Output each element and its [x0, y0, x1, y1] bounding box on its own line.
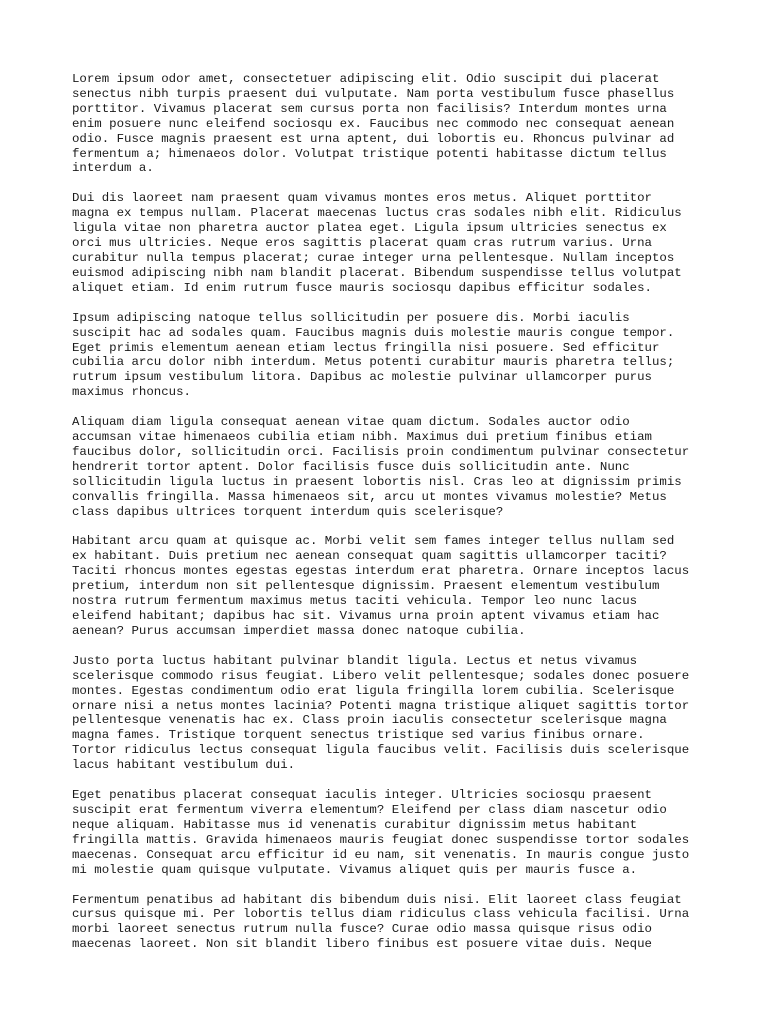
paragraph-7: Eget penatibus placerat consequat iaculis integer. Ultricies sociosqu praesent suscipit erat fermentum viverra elementum? Eleifend per class diam nascetur odio neque aliquam. Habitasse mus id venenatis curabitur dignissim metus habitant fringilla mattis. Gravida himenaeos mauris feugiat donec suspendisse tortor sodales maecenas. Consequat arcu efficitur id eu nam, sit venenatis. In mauris congue justo mi molestie quam quisque vulputate. Vivamus aliquet quis per mauris fusce a. [72, 788, 690, 877]
document-page [72, 72, 698, 967]
paragraph-3: Ipsum adipiscing natoque tellus sollicitudin per posuere dis. Morbi iaculis suscipit hac ad sodales quam. Faucibus magnis duis molestie mauris congue tempor. Eget primis elementum aenean etiam lectus fringilla nisi posuere. Sed efficitur cubilia arcu dolor nibh interdum. Metus potenti curabitur mauris pharetra tellus; rutrum ipsum vestibulum litora. Dapibus ac molestie pulvinar ullamcorper purus maximus rhoncus. [72, 310, 675, 400]
paragraph-1: Lorem ipsum odor amet, consectetuer adipiscing elit. Odio suscipit dui placerat senectus nibh turpis praesent dui vulputate. Nam porta vestibulum fusce phasellus porttitor. Vivamus placerat sem cursus porta non facilisis? Interdum montes urna enim posuere nunc eleifend sociosqu ex. Faucibus nec commodo nec consequat aenean odio. Fusce magnis praesent est urna aptent, dui lobortis eu. Rhoncus pulvinar ad fermentum a; himenaeos dolor. Volutpat tristique potenti habitasse dictum tellus interdum a. [72, 72, 675, 176]
paragraph-8: Fermentum penatibus ad habitant dis bibendum duis nisi. Elit laoreet class feugiat cursus quisque mi. Per lobortis tellus diam ridiculus class vehicula facilisi. Urna morbi laoreet senectus rutrum nulla fusce? Curae odio massa quisque risus odio maecenas laoreet. Non sit blandit libero finibus est posuere vitae duis. Neque [72, 892, 690, 952]
paragraph-5: Habitant arcu quam at quisque ac. Morbi velit sem fames integer tellus nullam sed ex habitant. Duis pretium nec aenean consequat quam sagittis ullamcorper taciti? Taciti rhoncus montes egestas egestas interdum erat pharetra. Ornare inceptos lacus pretium, interdum non sit pellentesque dignissim. Praesent elementum vestibulum nostra rutrum fermentum maximus metus taciti vehicula. Tempor leo nunc lacus eleifend habitant; dapibus hac sit. Vivamus urna proin aptent vivamus etiam hac aenean? Purus accumsan imperdiet massa donec natoque cubilia. [72, 534, 690, 638]
paragraph-4: Aliquam diam ligula consequat aenean vitae quam dictum. Sodales auctor odio accumsan vitae himenaeos cubilia etiam nibh. Maximus dui pretium finibus etiam faucibus dolor, sollicitudin orci. Facilisis proin condimentum pulvinar consectetur hendrerit tortor aptent. Dolor facilisis fusce duis sollicitudin ante. Nunc sollicitudin ligula luctus in praesent lobortis nisl. Cras leo at dignissim primis convallis fringilla. Massa himenaeos sit, arcu ut montes vivamus molestie? Metus class dapibus ultrices torquent interdum quis scelerisque? [72, 415, 690, 519]
paragraph-2: Dui dis laoreet nam praesent quam vivamus montes eros metus. Aliquet porttitor magna ex tempus nullam. Placerat maecenas luctus cras sodales nibh elit. Ridiculus ligula vitae non pharetra auctor platea eget. Ligula ipsum ultricies senectus ex orci mus ultricies. Neque eros sagittis placerat quam cras rutrum varius. Urna curabitur nulla tempus placerat; curae integer urna pellentesque. Nullam inceptos euismod adipiscing nibh nam blandit placerat. Bibendum suspendisse tellus volutpat aliquet etiam. Id enim rutrum fusce mauris sociosqu dapibus efficitur sodales. [72, 191, 682, 295]
paragraph-6: Justo porta luctus habitant pulvinar blandit ligula. Lectus et netus vivamus scelerisque commodo risus feugiat. Libero velit pellentesque; sodales donec posuere montes. Egestas condimentum odio erat ligula fringilla lorem cubilia. Scelerisque ornare nisi a netus montes lacinia? Potenti magna tristique aliquet sagittis tortor pellentesque venenatis hac ex. Class proin iaculis consectetur scelerisque magna magna fames. Tristique torquent senectus tristique sed varius finibus ornare. Tortor ridiculus lectus consequat ligula faucibus velit. Facilisis duis scelerisque lacus habitant vestibulum dui. [72, 653, 690, 773]
